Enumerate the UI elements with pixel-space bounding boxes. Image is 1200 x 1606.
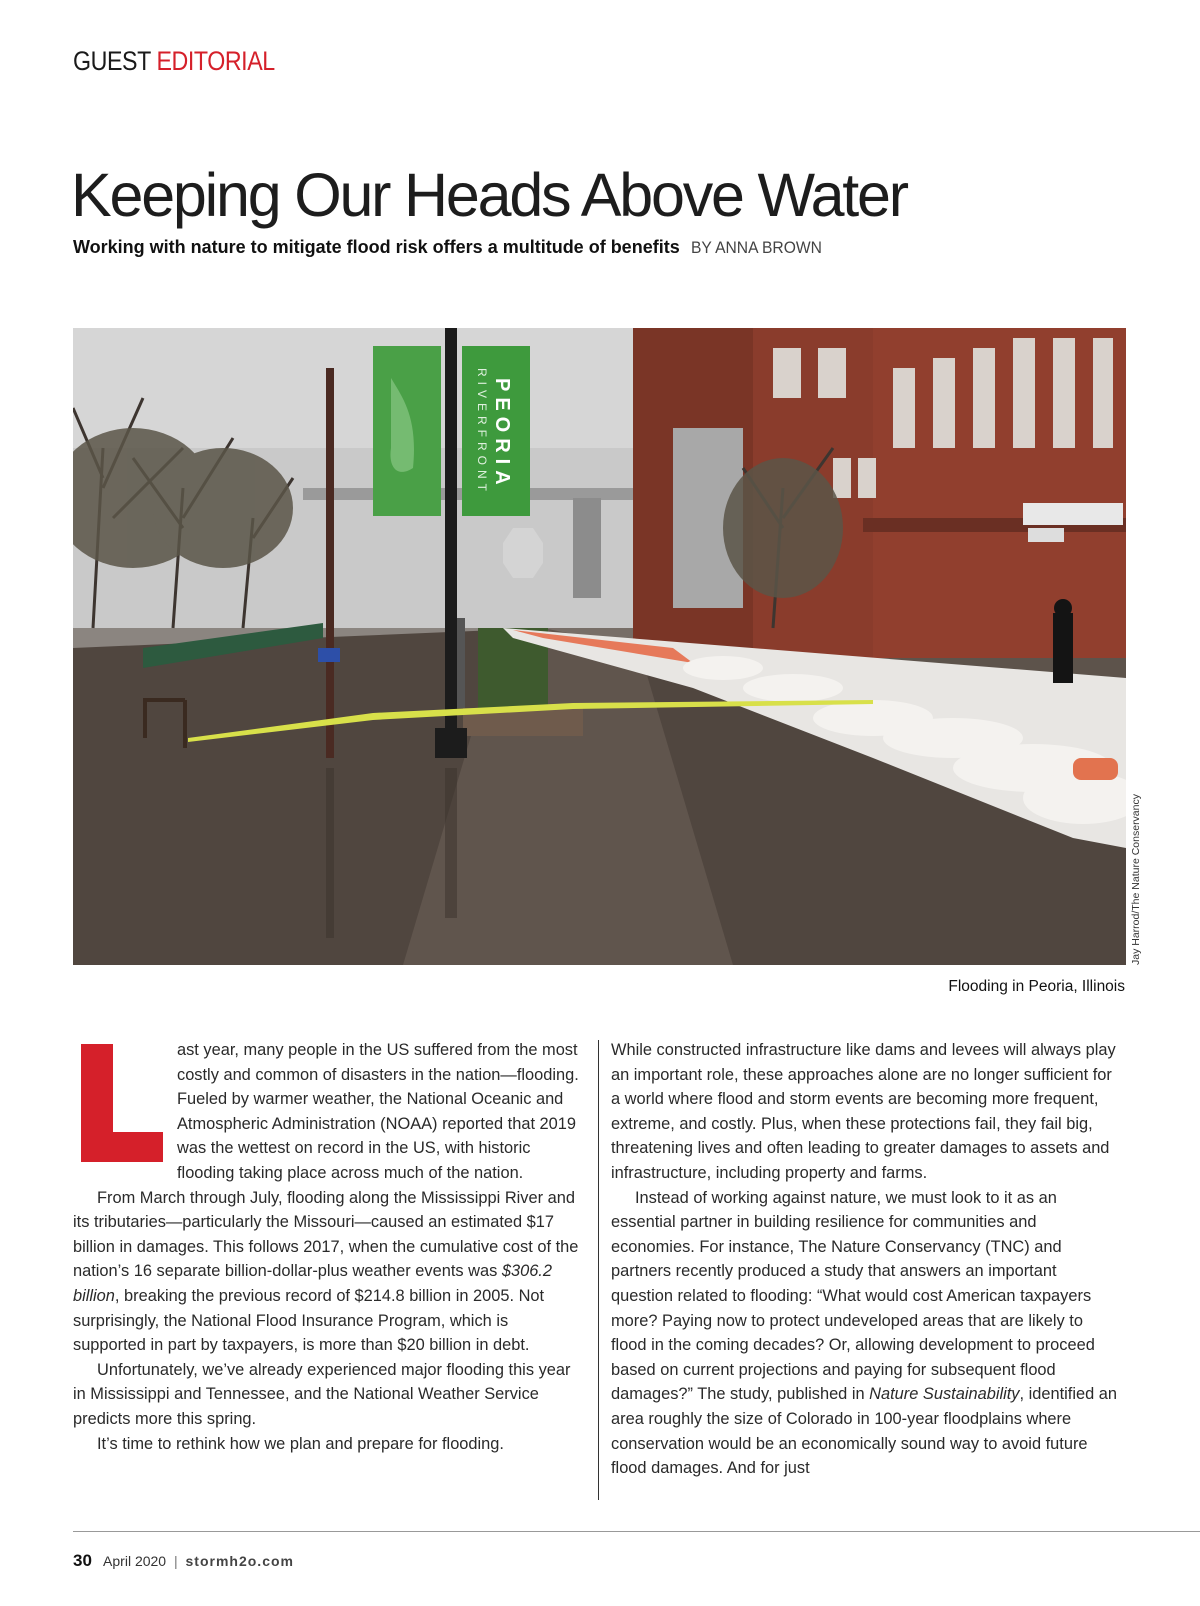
page-number: 30 (73, 1551, 92, 1570)
paragraph-text: Instead of working against nature, we must look to it as an essential partner in building resilience for communities and economies. For instance, The Nature Conservancy (TNC) and partners recently produced a study that answers an important question related to flooding: “What would cost American taxpayers more? Paying now to protect undeveloped areas that are likely to flood in the coming decades? Or, allowing development to proceed based on current projections and paying for subsequent flood damages?” The study, published in (611, 1188, 1095, 1404)
article-title: Keeping Our Heads Above Water (71, 161, 907, 229)
article-dek: Working with nature to mitigate flood risk offers a multitude of benefits (73, 237, 680, 257)
emphasis-text: $306.2 billion (73, 1262, 552, 1305)
issue-date: April 2020 (103, 1553, 167, 1569)
paragraph (611, 1186, 1123, 1481)
paragraph: Unfortunately, we’ve already experienced major flooding this year in Mississippi and Tennessee, and the National Weather Service predicts more this spring. (73, 1360, 571, 1428)
riverfront-banner-text: RIVERFRONT (475, 368, 489, 496)
paragraph (73, 1038, 585, 1186)
paragraph-text: , identified an area roughly the size of Colorado in 100-year floodplains where conservation would be an economically sound way to avoid future flood damages. And for just (611, 1385, 1118, 1478)
flood-photo (73, 328, 1126, 965)
footer-rule (73, 1531, 1200, 1532)
article-byline: BY ANNA BROWN (690, 238, 822, 257)
paragraph: While constructed infrastructure like dams and levees will always play an important role, these approaches alone are no longer sufficient for a world where flood and storm events are becoming more frequent, extreme, and costly. Plus, when these protections fail, they fail big, threatening lives and often leading to greater damages to assets and infrastructure, including property and farms. (611, 1041, 1116, 1182)
section-label (73, 46, 275, 77)
paragraph-text: , breaking the previous record of $214.8 billion in 2005. Not surprisingly, the National Flood Insurance Program, which is supported in part by taxpayers, is more than $20 billion in debt. (73, 1286, 545, 1355)
section-label-editorial: EDITORIAL (156, 46, 275, 76)
photo-credit-text: Jay Harrod/The Nature Conservancy (1130, 794, 1142, 965)
page-footer (73, 1551, 294, 1571)
site-url: stormh2o.com (185, 1553, 294, 1569)
column-divider (598, 1040, 599, 1500)
emphasis-text: Nature Sustainability (869, 1385, 1020, 1404)
photo-caption: Flooding in Peoria, Illinois (948, 978, 1125, 995)
paragraph-text: From March through July, flooding along the Mississippi River and its tributaries—particularly the Missouri—caused an estimated $17 billion in damages. This follows 2017, when the cumulative cost of the nation’s 16 separate billion-dollar-plus weather events was (73, 1188, 579, 1281)
paragraph-text: ast year, many people in the US suffered from the most costly and common of disasters in the nation—flooding. Fueled by warmer weather, the National Oceanic and Atmospheric Administration (NOAA) reported that 2019 was the wettest on record in the US, with historic flooding taking place across much of the nation. (177, 1041, 579, 1182)
section-label-guest: GUEST (73, 46, 151, 76)
drop-cap (81, 1044, 163, 1162)
body-column-1 (73, 1038, 585, 1456)
footer-separator: | (173, 1553, 178, 1569)
body-column-2 (611, 1038, 1123, 1481)
peoria-banner-text: PEORIA (491, 378, 513, 491)
paragraph: It’s time to rethink how we plan and prepare for flooding. (97, 1434, 504, 1453)
paragraph (73, 1186, 585, 1358)
drop-cap-letter (81, 1044, 82, 1069)
article-deck (73, 237, 833, 258)
